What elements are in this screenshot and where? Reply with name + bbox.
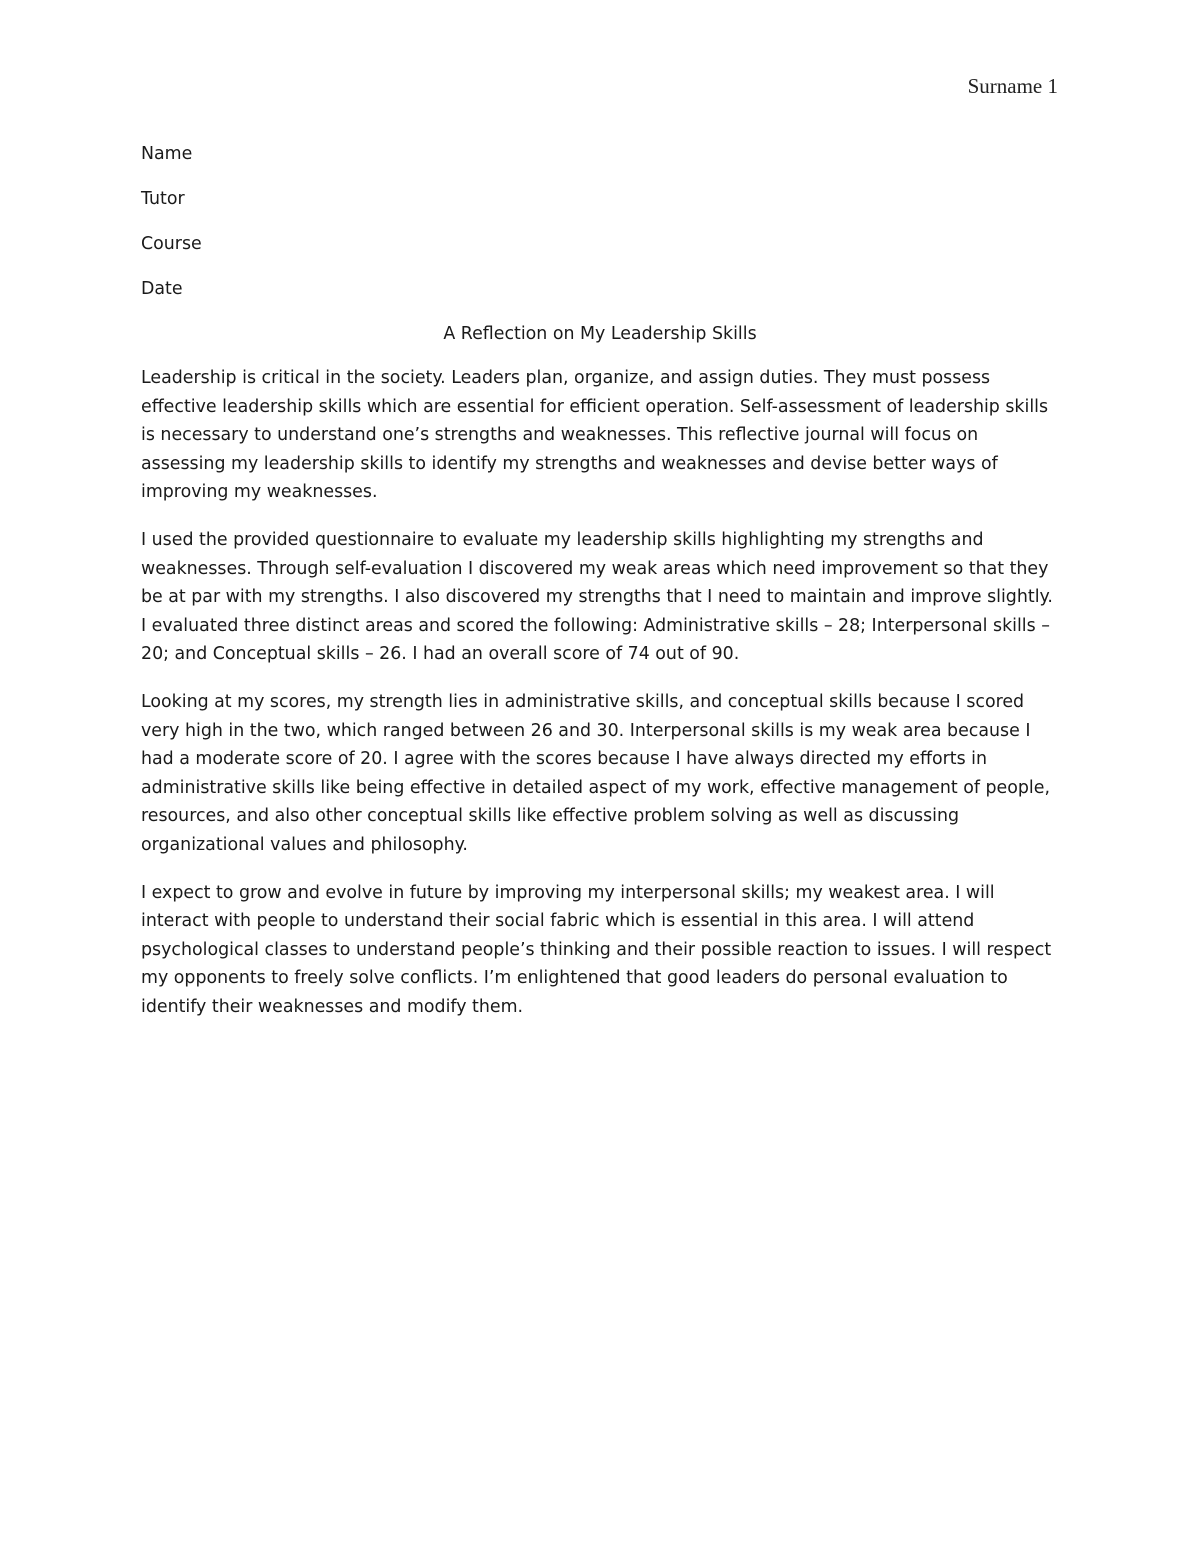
paragraph-evaluation: I used the provided questionnaire to evaluate my leadership skills highlighting my strengths and weaknesses. Through self-evaluation I discovered my weak areas which need improvement so that they be at par with my strengths. I also discovered my strengths that I need to maintain and improve slightly. I evaluated three distinct areas and scored the following: Administrative skills – 28; Interpersonal skills – 20; and Conceptual skills – 26. I had an overall score of 74 out of 90.	[141, 529, 1053, 665]
document-title: A Reflection on My Leadership Skills	[443, 324, 757, 344]
paragraph-analysis: Looking at my scores, my strength lies in administrative skills, and conceptual skills because I scored very high in the two, which ranged between 26 and 30. Interpersonal skills is my weak area because I had a moderate score of 20. I agree with the scores because I have always directed my efforts in administrative skills like being effective in detailed aspect of my work, effective management of people, resources, and also other conceptual skills like effective problem solving as well as discussing organizational values and philosophy.	[141, 691, 1050, 855]
running-head: Surname 1	[967, 74, 1058, 98]
document-body	[141, 141, 1059, 1040]
paragraph-growth: I expect to grow and evolve in future by improving my interpersonal skills; my weakest area. I will interact with people to understand their social fabric which is essential in this area. I will attend psychological classes to understand people’s thinking and their possible reaction to issues. I will respect my opponents to freely solve conflicts. I’m enlightened that good leaders do personal evaluation to identify their weaknesses and modify them.	[141, 882, 1052, 1017]
heading-course: Course	[141, 234, 202, 254]
heading-date: Date	[141, 279, 183, 299]
paragraph-introduction: Leadership is critical in the society. Leaders plan, organize, and assign duties. They must possess effective leadership skills which are essential for efficient operation. Self-assessment of leadership skills is necessary to understand one’s strengths and weaknesses. This reflective journal will focus on assessing my leadership skills to identify my strengths and weaknesses and devise better ways of improving my weaknesses.	[141, 368, 1049, 503]
heading-tutor: Tutor	[141, 189, 185, 209]
heading-name: Name	[141, 144, 193, 164]
